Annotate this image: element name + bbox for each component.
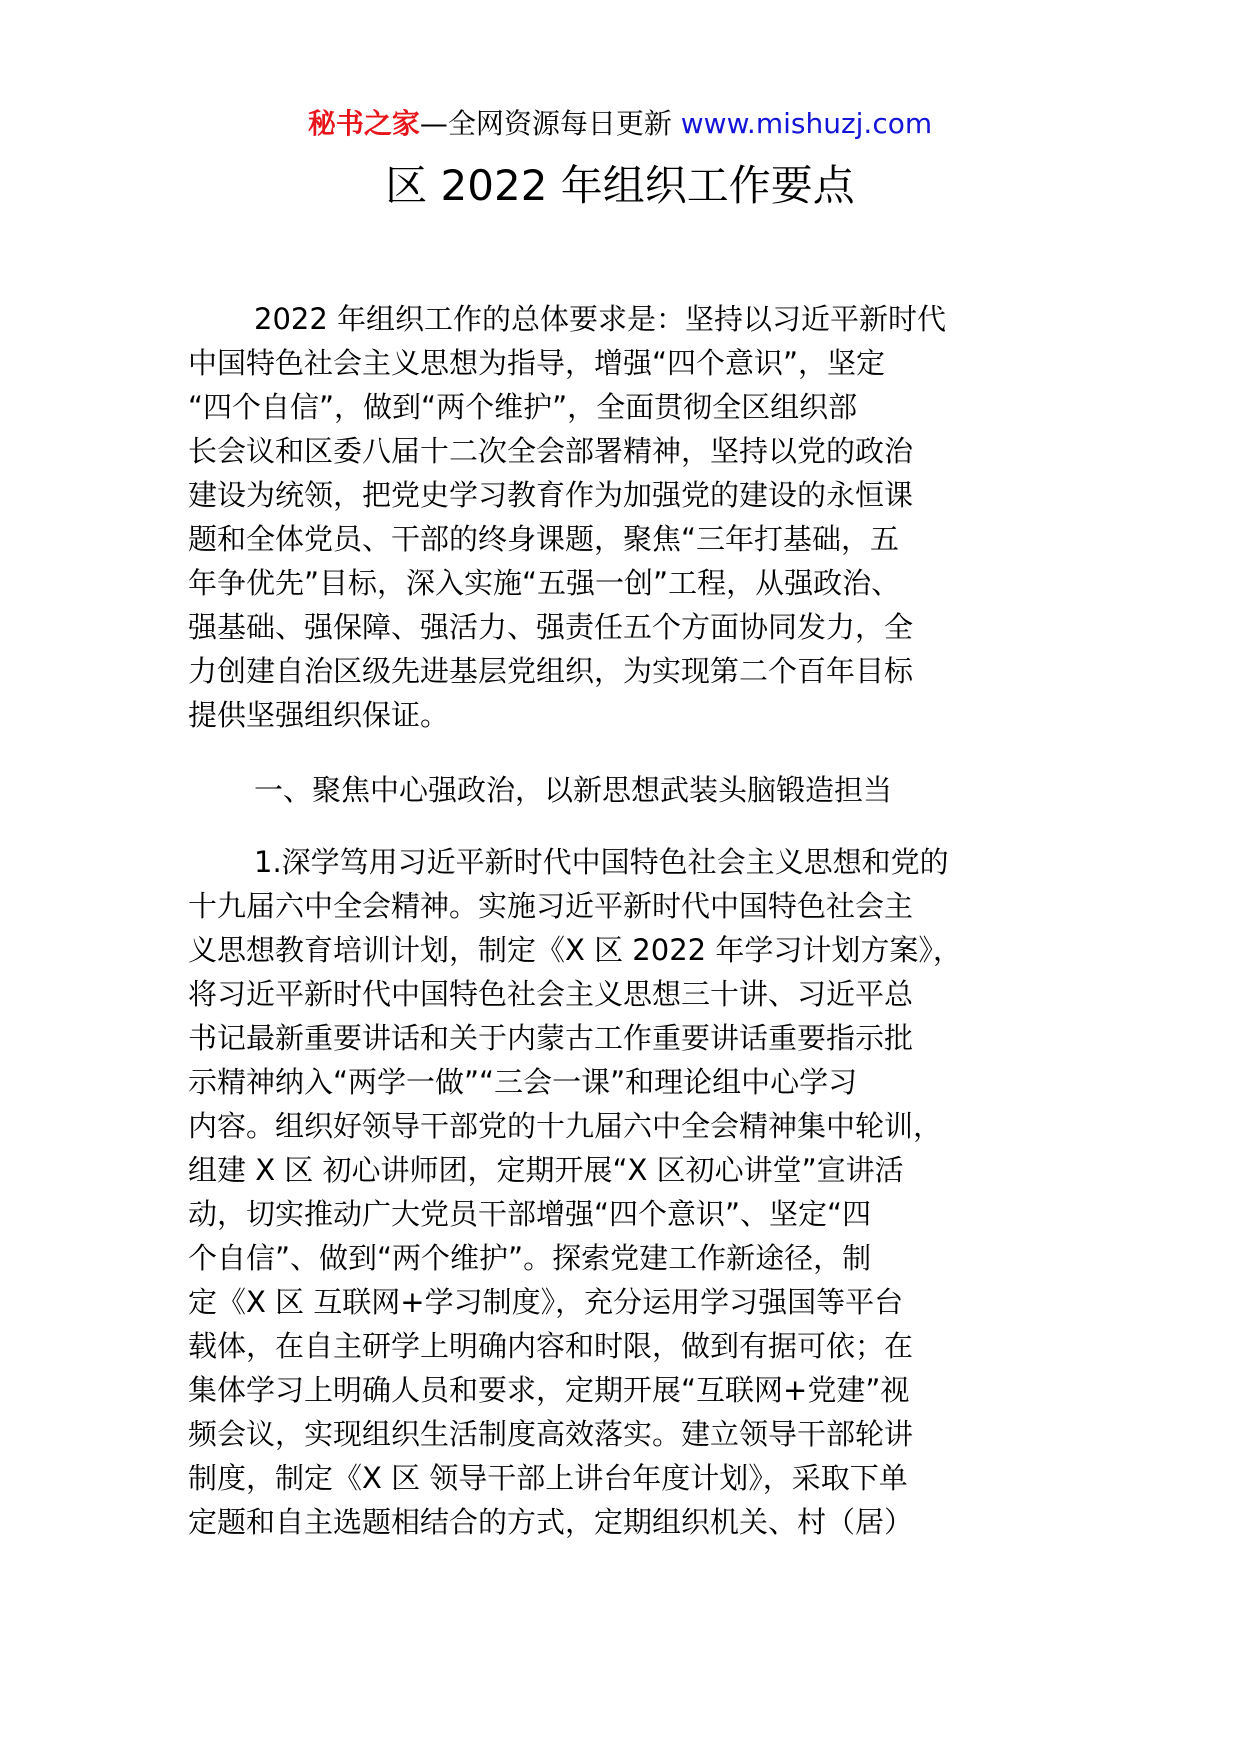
paragraph-line: 建设为统领，把党史学习教育作为加强党的建设的永恒课 bbox=[188, 478, 914, 512]
paragraph-line: 力创建自治区级先进基层党组织，为实现第二个百年目标 bbox=[188, 654, 914, 688]
paragraph-line: 集体学习上明确人员和要求，定期开展“互联网+党建”视 bbox=[188, 1373, 910, 1407]
paragraph-line: 载体，在自主研学上明确内容和时限，做到有据可依；在 bbox=[188, 1329, 914, 1363]
paragraph-line: 提供坚强组织保证。 bbox=[188, 698, 450, 732]
paragraph-line: 定《X 区 互联网+学习制度》，充分运用学习强国等平台 bbox=[188, 1285, 904, 1319]
watermark-url[interactable]: www.mishuzj.com bbox=[680, 107, 933, 140]
paragraph-line: 将习近平新时代中国特色社会主义思想三十讲、习近平总 bbox=[188, 977, 914, 1011]
watermark-brand: 秘书之家 bbox=[307, 107, 420, 140]
paragraph-line: 定题和自主选题相结合的方式，定期组织机关、村（居） bbox=[188, 1505, 914, 1539]
paragraph-line: 书记最新重要讲话和关于内蒙古工作重要讲话重要指示批 bbox=[188, 1021, 914, 1055]
paragraph-line: 个自信”、做到“两个维护”。探索党建工作新途径，制 bbox=[188, 1241, 872, 1275]
item-1-paragraph bbox=[188, 840, 1058, 1544]
paragraph-line: 示精神纳入“两学一做”“三会一课”和理论组中心学习 bbox=[188, 1065, 858, 1099]
paragraph-line: 组建 X 区 初心讲师团，定期开展“X 区初心讲堂”宣讲活 bbox=[188, 1153, 904, 1187]
paragraph-line: 内容。组织好领导干部党的十九届六中全会精神集中轮训， bbox=[188, 1109, 943, 1143]
paragraph-line: 十九届六中全会精神。实施习近平新时代中国特色社会主 bbox=[188, 889, 914, 923]
paragraph-line: 义思想教育培训计划，制定《X 区 2022 年学习计划方案》， bbox=[188, 933, 962, 967]
paragraph-line: 制度，制定《X 区 领导干部上讲台年度计划》，采取下单 bbox=[188, 1461, 908, 1495]
paragraph-line: 频会议，实现组织生活制度高效落实。建立领导干部轮讲 bbox=[188, 1417, 914, 1451]
paragraph-line: 长会议和区委八届十二次全会部署精神，坚持以党的政治 bbox=[188, 434, 914, 468]
paragraph-line: 题和全体党员、干部的终身课题，聚焦“三年打基础，五 bbox=[188, 522, 900, 556]
site-watermark-header bbox=[0, 106, 1240, 142]
section-heading bbox=[188, 768, 1058, 812]
watermark-slogan: —全网资源每日更新 bbox=[419, 107, 681, 140]
paragraph-line: “四个自信”，做到“两个维护”，全面贯彻全区组织部 bbox=[188, 390, 858, 424]
paragraph-line: 中国特色社会主义思想为指导，增强“四个意识”，坚定 bbox=[188, 346, 886, 380]
intro-paragraph bbox=[188, 297, 1058, 737]
paragraph-line: 1.深学笃用习近平新时代中国特色社会主义思想和党的 bbox=[254, 845, 949, 879]
paragraph-line: 2022 年组织工作的总体要求是：坚持以习近平新时代 bbox=[254, 302, 947, 336]
document-title: 区 2022 年组织工作要点 bbox=[385, 161, 855, 210]
paragraph-line: 年争优先”目标，深入实施“五强一创”工程，从强政治、 bbox=[188, 566, 901, 600]
section-heading-text: 一、聚焦中心强政治，以新思想武装头脑锻造担当 bbox=[254, 773, 893, 807]
paragraph-line: 强基础、强保障、强活力、强责任五个方面协同发力，全 bbox=[188, 610, 914, 644]
paragraph-line: 动，切实推动广大党员干部增强“四个意识”、坚定“四 bbox=[188, 1197, 872, 1231]
